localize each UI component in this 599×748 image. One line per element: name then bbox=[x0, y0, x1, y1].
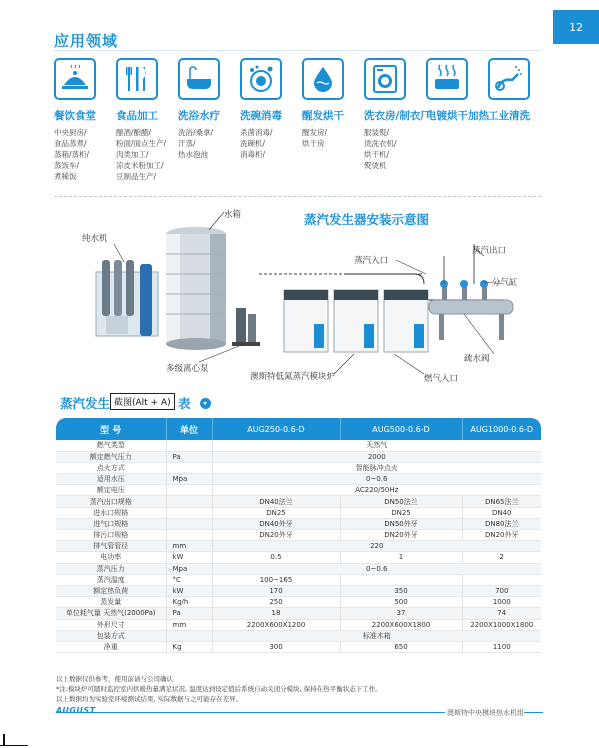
application-laundry bbox=[364, 58, 431, 171]
page-number-tab: 12 bbox=[553, 10, 599, 44]
row-value bbox=[462, 574, 541, 585]
row-unit bbox=[166, 507, 212, 518]
row-value: DN80法兰 bbox=[462, 518, 541, 529]
label-water-tank: 水箱 bbox=[224, 210, 242, 220]
row-label: 蒸汽压力 bbox=[56, 563, 166, 574]
label-boiler: 澳斯特低氮蒸汽模块炉 bbox=[250, 372, 336, 382]
header-unit: 单位 bbox=[166, 418, 212, 440]
table-row bbox=[56, 530, 541, 541]
row-unit: Pa bbox=[166, 451, 212, 462]
footer-text: 澳斯特中央模块热水机组 bbox=[447, 709, 524, 717]
row-label: 蒸发量 bbox=[56, 597, 166, 608]
application-industrial-cleaning bbox=[488, 58, 550, 127]
table-row bbox=[56, 619, 541, 630]
row-value: 2 bbox=[462, 552, 541, 563]
row-unit bbox=[166, 530, 212, 541]
row-unit bbox=[166, 462, 212, 473]
row-unit: Mpa bbox=[166, 563, 212, 574]
table-row bbox=[56, 485, 541, 496]
row-value-shared: 0~0.6 bbox=[212, 563, 541, 574]
row-value-shared: AC220/50Hz bbox=[212, 485, 541, 496]
note-line: *注:模块炉可随时监控室内供暖热量满足状况, 温度达到设定值后系统自动关闭分模块, 保持在热平衡状态下工作。 bbox=[56, 685, 382, 693]
row-unit: Kg bbox=[166, 641, 212, 652]
row-value: DN25 bbox=[212, 507, 340, 518]
label-cylinder: 分气缸 bbox=[492, 278, 518, 288]
application-title: 洗浴水疗 bbox=[178, 110, 220, 122]
row-label: 电功率 bbox=[56, 552, 166, 563]
row-value-shared: 智能脉冲点火 bbox=[212, 462, 541, 473]
boiler-units bbox=[284, 290, 428, 352]
table-row bbox=[56, 541, 541, 552]
food-dome-icon bbox=[54, 58, 96, 100]
row-value: DN20外牙 bbox=[340, 530, 462, 541]
application-catering bbox=[54, 58, 116, 182]
application-proofing bbox=[302, 58, 364, 149]
table-row bbox=[56, 507, 541, 518]
section-divider bbox=[54, 196, 541, 197]
diagram-title: 蒸汽发生器安装示意图 bbox=[304, 212, 430, 227]
application-title: 洗衣房/制衣厂 bbox=[364, 110, 431, 122]
header-model-aug250: AUG250-0.6-D bbox=[212, 418, 340, 440]
application-desc: 服装熨/ 烫洗衣机/ 烘干机/ 熨烫机 bbox=[364, 128, 397, 170]
row-value: 250 bbox=[212, 597, 340, 608]
row-unit: Pa bbox=[166, 608, 212, 619]
row-value-shared: 标准木箱 bbox=[212, 630, 541, 641]
row-unit bbox=[166, 485, 212, 496]
table-row bbox=[56, 451, 541, 462]
row-label: 进水口规格 bbox=[56, 507, 166, 518]
footer-brand: AUGUST bbox=[56, 706, 96, 715]
row-label: 排污口规格 bbox=[56, 530, 166, 541]
row-label: 适用水压 bbox=[56, 474, 166, 485]
installation-diagram bbox=[54, 204, 541, 384]
row-label: 燃气类型 bbox=[56, 440, 166, 451]
table-row bbox=[56, 462, 541, 473]
pure-water-machine bbox=[96, 260, 158, 336]
row-unit: Kg/h bbox=[166, 597, 212, 608]
row-value: 2200X600X1200 bbox=[212, 619, 340, 630]
table-row bbox=[56, 597, 541, 608]
row-unit bbox=[166, 496, 212, 507]
row-value: 0.5 bbox=[212, 552, 340, 563]
row-unit bbox=[166, 518, 212, 529]
row-value: DN40法兰 bbox=[212, 496, 340, 507]
row-value-shared: 2000 bbox=[212, 451, 541, 462]
row-value: 1 bbox=[340, 552, 462, 563]
row-value bbox=[340, 574, 462, 585]
row-value: 700 bbox=[462, 585, 541, 596]
table-row bbox=[56, 518, 541, 529]
chevron-down-icon[interactable] bbox=[200, 398, 211, 409]
row-value: 100~165 bbox=[212, 574, 340, 585]
table-heading: 蒸汽发生 bbox=[60, 396, 111, 411]
dish-sparkle-icon bbox=[240, 58, 282, 100]
row-value: 74 bbox=[462, 608, 541, 619]
row-label: 额定热负荷 bbox=[56, 585, 166, 596]
table-row bbox=[56, 630, 541, 641]
water-tank bbox=[166, 227, 226, 350]
row-value: 300 bbox=[212, 641, 340, 652]
bathtub-icon bbox=[178, 58, 220, 100]
row-value: 350 bbox=[340, 585, 462, 596]
spec-table-body bbox=[56, 440, 541, 653]
table-row bbox=[56, 608, 541, 619]
application-food bbox=[116, 58, 178, 182]
row-label: 净重 bbox=[56, 641, 166, 652]
cutlery-icon bbox=[116, 58, 158, 100]
row-value: 500 bbox=[340, 597, 462, 608]
application-bath bbox=[178, 58, 240, 160]
row-unit: Mpa bbox=[166, 474, 212, 485]
application-title: 洗碗消毒 bbox=[240, 110, 282, 122]
row-value: 650 bbox=[340, 641, 462, 652]
row-label: 包装方式 bbox=[56, 630, 166, 641]
spray-gun-icon bbox=[488, 58, 530, 100]
row-label: 额定燃气压力 bbox=[56, 451, 166, 462]
row-unit: °C bbox=[166, 574, 212, 585]
header-model: 型 号 bbox=[56, 418, 166, 440]
title-underline bbox=[54, 50, 541, 51]
row-value-shared: 天然气 bbox=[212, 440, 541, 451]
row-value: 37 bbox=[340, 608, 462, 619]
label-steam-inlet: 蒸汽入口 bbox=[354, 256, 389, 266]
row-label: 点火方式 bbox=[56, 462, 166, 473]
application-dishwash bbox=[240, 58, 302, 160]
table-row bbox=[56, 563, 541, 574]
label-pump: 多级离心泵 bbox=[166, 364, 209, 374]
application-desc: 酿酒/酿醋/ 粉面/面点生产/ 肉类加工/ 凉皮米粉加工/ 豆制品生产/ bbox=[116, 128, 167, 181]
row-label: 蒸汽温度 bbox=[56, 574, 166, 585]
label-pure-water-machine: 纯水机 bbox=[82, 234, 108, 244]
heater-icon bbox=[426, 58, 468, 100]
application-title: 餐饮食堂 bbox=[54, 110, 96, 122]
application-title: 醒发烘干 bbox=[302, 110, 344, 122]
water-drop-icon bbox=[302, 58, 344, 100]
table-row bbox=[56, 574, 541, 585]
row-value: DN50外牙 bbox=[340, 518, 462, 529]
application-desc: 洗浴/桑拿/ 汗蒸/ 热水泡池 bbox=[178, 128, 214, 159]
row-unit: mm bbox=[166, 619, 212, 630]
row-value: 18 bbox=[212, 608, 340, 619]
row-value: 170 bbox=[212, 585, 340, 596]
note-line: 以上数据均为实验室环境测试结果, 实际数据与之可能存在差异。 bbox=[56, 695, 243, 703]
row-value-shared: 220 bbox=[212, 541, 541, 552]
note-line: 以上数据仅供参考，使用前请与公司确认 bbox=[56, 675, 173, 683]
notes bbox=[56, 674, 382, 704]
table-row bbox=[56, 474, 541, 485]
spec-table bbox=[56, 418, 541, 653]
row-value: 2200X1000X1800 bbox=[462, 619, 541, 630]
table-row bbox=[56, 641, 541, 652]
header-model-aug1000: AUG1000-0.6-D bbox=[462, 418, 541, 440]
row-value: DN25 bbox=[340, 507, 462, 518]
table-heading-end: 表 bbox=[178, 396, 191, 411]
row-value: 1000 bbox=[462, 597, 541, 608]
section-title: 应用领域 bbox=[54, 32, 119, 50]
multistage-pump bbox=[232, 308, 260, 346]
row-label: 外形尺寸 bbox=[56, 619, 166, 630]
row-value-shared: 0~0.6 bbox=[212, 474, 541, 485]
row-value: DN40 bbox=[462, 507, 541, 518]
application-desc: 杀菌消毒/ 洗碗机/ 消毒柜/ bbox=[240, 128, 273, 159]
label-gas-inlet: 燃气入口 bbox=[424, 374, 459, 384]
table-row bbox=[56, 440, 541, 451]
row-value: DN65法兰 bbox=[462, 496, 541, 507]
row-value: DN40外牙 bbox=[212, 518, 340, 529]
application-title: 工业清洗 bbox=[488, 110, 530, 122]
row-label: 进气口规格 bbox=[56, 518, 166, 529]
application-title: 电镀烘干加热 bbox=[426, 110, 489, 122]
label-drain-valve: 疏水阀 bbox=[464, 354, 490, 364]
row-value: DN50法兰 bbox=[340, 496, 462, 507]
application-title: 食品加工 bbox=[116, 110, 158, 122]
table-row bbox=[56, 496, 541, 507]
washing-machine-icon bbox=[364, 58, 406, 100]
application-electroplating bbox=[426, 58, 488, 127]
table-header-row bbox=[56, 418, 541, 440]
row-unit bbox=[166, 630, 212, 641]
crop-mark-horizontal bbox=[0, 745, 28, 746]
header-model-aug500: AUG500-0.6-D bbox=[340, 418, 462, 440]
label-steam-outlet: 蒸汽出口 bbox=[472, 246, 507, 256]
row-unit bbox=[166, 440, 212, 451]
row-label: 单位耗气量 天然气(2000Pa) bbox=[56, 608, 166, 619]
row-label: 额定电压 bbox=[56, 485, 166, 496]
applications-row bbox=[54, 58, 541, 188]
row-value: DN20外牙 bbox=[212, 530, 340, 541]
table-row bbox=[56, 552, 541, 563]
steam-distribution-cylinder bbox=[429, 244, 513, 340]
row-value: 2200X600X1800 bbox=[340, 619, 462, 630]
row-value: DN20外牙 bbox=[462, 530, 541, 541]
row-value: 1100 bbox=[462, 641, 541, 652]
row-unit: kW bbox=[166, 585, 212, 596]
application-desc: 醒发房/ 烘干房 bbox=[302, 128, 328, 148]
application-desc: 中央厨房/ 食品蒸煮/ 蒸箱/蒸柜/ 蒸饭车/ 煮稀饭 bbox=[54, 128, 90, 181]
row-unit: mm bbox=[166, 541, 212, 552]
row-label: 排气管管径 bbox=[56, 541, 166, 552]
row-label: 蒸汽出口规格 bbox=[56, 496, 166, 507]
screenshot-tooltip: 截图(Alt + A) bbox=[110, 393, 175, 410]
table-row bbox=[56, 585, 541, 596]
row-unit: kW bbox=[166, 552, 212, 563]
